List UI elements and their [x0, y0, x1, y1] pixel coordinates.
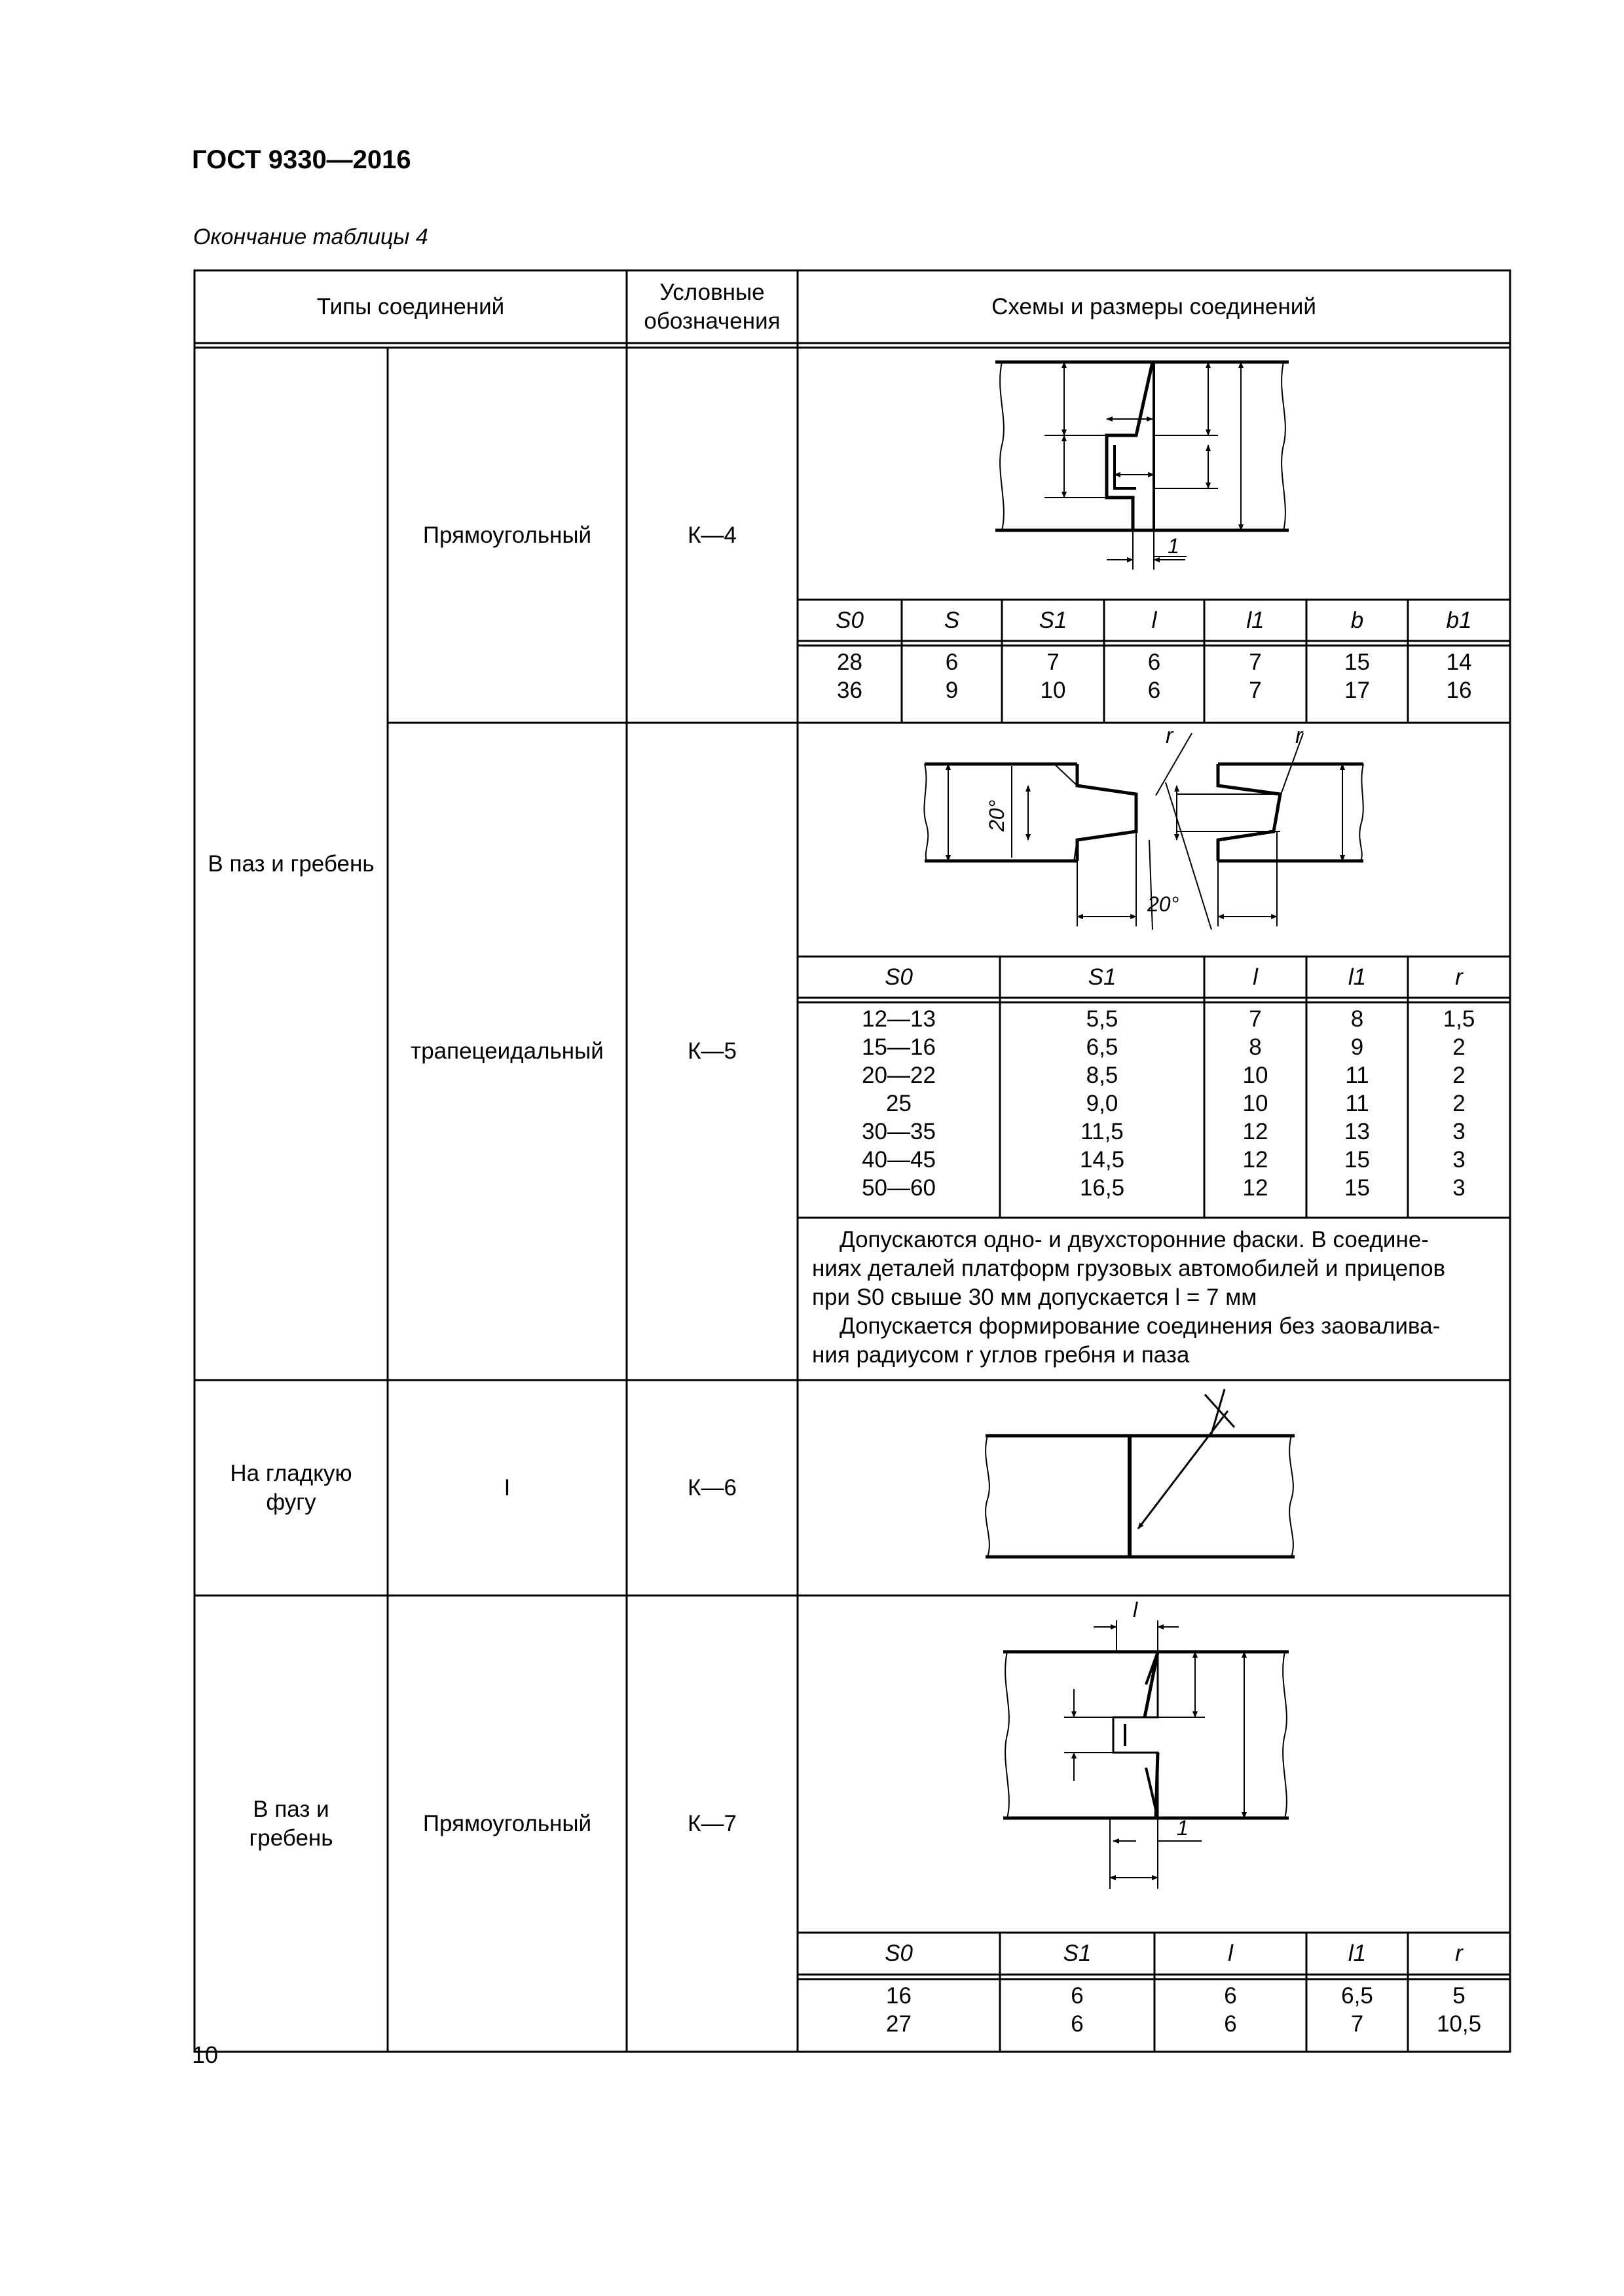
table-cell: 13 [1344, 1119, 1370, 1144]
table-cell: 3 [1452, 1147, 1466, 1173]
table-cell: 16 [1446, 678, 1472, 703]
table-cell: 16 [886, 1983, 912, 2009]
note-line: ниях деталей платформ грузовых автомобилей и прицепов [812, 1256, 1446, 1281]
k7-header-s0: S0 [885, 1941, 913, 1966]
k5-header-s1: S1 [1088, 964, 1116, 990]
table-cell: 40—45 [862, 1147, 936, 1173]
table-cell: 2 [1452, 1034, 1466, 1060]
table-cell: 2 [1452, 1091, 1466, 1116]
table-cell: 12 [1242, 1147, 1268, 1173]
table-cell: 7 [1350, 2011, 1364, 2037]
table-cell: 8 [1249, 1034, 1262, 1060]
joint-subtype-rectangular-2: Прямоугольный [422, 1810, 592, 1836]
joint-subtype-trapezoidal: трапецеидальный [411, 1038, 604, 1064]
k7-joint-drawing [1003, 1598, 1289, 1889]
joint-type-smooth-seam: На гладкую фугу [230, 1460, 352, 1515]
document-title: ГОСТ 9330—2016 [192, 145, 411, 174]
table-continuation-caption: Окончание таблицы 4 [193, 225, 428, 249]
k4-header-s1: S1 [1039, 607, 1067, 633]
svg-text:r: r [1295, 723, 1303, 748]
k7-header-l1: l1 [1348, 1941, 1367, 1966]
joint-type-tongue-groove: В паз и гребень [208, 850, 375, 877]
k5-header-r: r [1455, 964, 1463, 990]
table-cell: 14 [1446, 649, 1472, 675]
k7-header-l: l [1228, 1941, 1233, 1966]
note-line: ния радиусом r углов гребня и паза [812, 1342, 1190, 1368]
col-header-codes: Условные обозначения [644, 279, 781, 334]
table-cell: 15 [1344, 1175, 1370, 1201]
table-cell: 15 [1344, 649, 1370, 675]
table-cell: 6,5 [1341, 1983, 1373, 2009]
table-cell: 3 [1452, 1175, 1466, 1201]
table-cell: 36 [837, 678, 862, 703]
joint-type-tongue-groove-2: В паз и гребень [249, 1796, 333, 1851]
table-cell: 10 [1242, 1063, 1268, 1088]
k4-header-b: b [1350, 607, 1364, 633]
table-cell: 12 [1242, 1119, 1268, 1144]
joint-code-k5: К—5 [688, 1038, 737, 1064]
table-cell: 15—16 [862, 1034, 936, 1060]
table-cell: 20—22 [862, 1063, 936, 1088]
col-header-types: Типы соединений [316, 293, 505, 319]
table-cell: 11 [1345, 1063, 1369, 1088]
joint-subtype-i: I [504, 1474, 511, 1501]
k5-header-l: l [1253, 964, 1258, 990]
svg-text:20°: 20° [1147, 892, 1179, 916]
table-cell: 1,5 [1443, 1006, 1475, 1032]
k7-header-s1: S1 [1063, 1941, 1092, 1966]
table-cell: 50—60 [862, 1175, 936, 1201]
k5-header-l1: l1 [1348, 964, 1367, 990]
table-cell: 6 [1147, 649, 1161, 675]
table-cell: 12 [1242, 1175, 1268, 1201]
table-cell: 10 [1242, 1091, 1268, 1116]
table-cell: 10 [1040, 678, 1066, 703]
svg-text:1: 1 [1177, 1816, 1189, 1840]
svg-text:l: l [1133, 1598, 1138, 1622]
k4-header-b1: b1 [1446, 607, 1472, 633]
table-cell: 5,5 [1086, 1006, 1118, 1032]
joint-code-k4: К—4 [688, 522, 737, 548]
table-cell: 15 [1344, 1147, 1370, 1173]
k4-header-l: l [1151, 607, 1157, 633]
note-line: при S0 свыше 30 мм допускается l = 7 мм [812, 1285, 1257, 1310]
table-cell: 30—35 [862, 1119, 936, 1144]
k5-joint-drawing [924, 723, 1363, 930]
table-cell: 27 [886, 2011, 912, 2037]
table-cell: 16,5 [1079, 1175, 1125, 1201]
table-cell: 7 [1046, 649, 1060, 675]
table-cell: 10,5 [1436, 2011, 1482, 2037]
k6-joint-drawing [986, 1389, 1295, 1557]
table-cell: 14,5 [1079, 1147, 1125, 1173]
table-cell: 28 [837, 649, 862, 675]
table-cell: 7 [1249, 649, 1262, 675]
table-cell: 9 [945, 678, 959, 703]
table-cell: 6 [945, 649, 959, 675]
table-cell: 7 [1249, 1006, 1262, 1032]
table-cell: 25 [886, 1091, 912, 1116]
k4-header-s0: S0 [836, 607, 864, 633]
table-cell: 8 [1350, 1006, 1364, 1032]
svg-text:20°: 20° [985, 799, 1008, 831]
table-cell: 5 [1452, 1983, 1466, 2009]
k5-header-s0: S0 [885, 964, 913, 990]
table-cell: 6 [1224, 1983, 1237, 2009]
svg-text:r: r [1166, 723, 1173, 748]
col-header-schemes: Схемы и размеры соединений [991, 293, 1316, 319]
k7-header-r: r [1455, 1941, 1463, 1966]
note-line: Допускается формирование соединения без заовалива- [840, 1313, 1441, 1339]
table-cell: 6 [1224, 2011, 1237, 2037]
note-line: Допускаются одно- и двухсторонние фаски. В соедине- [840, 1227, 1429, 1252]
table-cell: 2 [1452, 1063, 1466, 1088]
k4-header-l1: l1 [1246, 607, 1264, 633]
table-cell: 7 [1249, 678, 1262, 703]
k4-joint-drawing [995, 362, 1289, 570]
table-cell: 17 [1344, 678, 1370, 703]
svg-text:1: 1 [1168, 534, 1179, 558]
joint-code-k6: К—6 [688, 1474, 737, 1501]
table-cell: 11 [1345, 1091, 1369, 1116]
table-cell: 6 [1071, 1983, 1084, 2009]
table-cell: 8,5 [1086, 1063, 1118, 1088]
table-cell: 3 [1452, 1119, 1466, 1144]
table-cell: 6,5 [1086, 1034, 1118, 1060]
table-cell: 9 [1350, 1034, 1364, 1060]
table-cell: 6 [1147, 678, 1161, 703]
table-cell: 11,5 [1080, 1119, 1124, 1144]
joint-code-k7: К—7 [688, 1810, 737, 1836]
joint-subtype-rectangular: Прямоугольный [422, 522, 592, 548]
table-cell: 9,0 [1086, 1091, 1118, 1116]
page-number: 10 [192, 2041, 219, 2068]
k4-header-s: S [944, 607, 960, 633]
table-cell: 6 [1071, 2011, 1084, 2037]
table-cell: 12—13 [862, 1006, 936, 1032]
